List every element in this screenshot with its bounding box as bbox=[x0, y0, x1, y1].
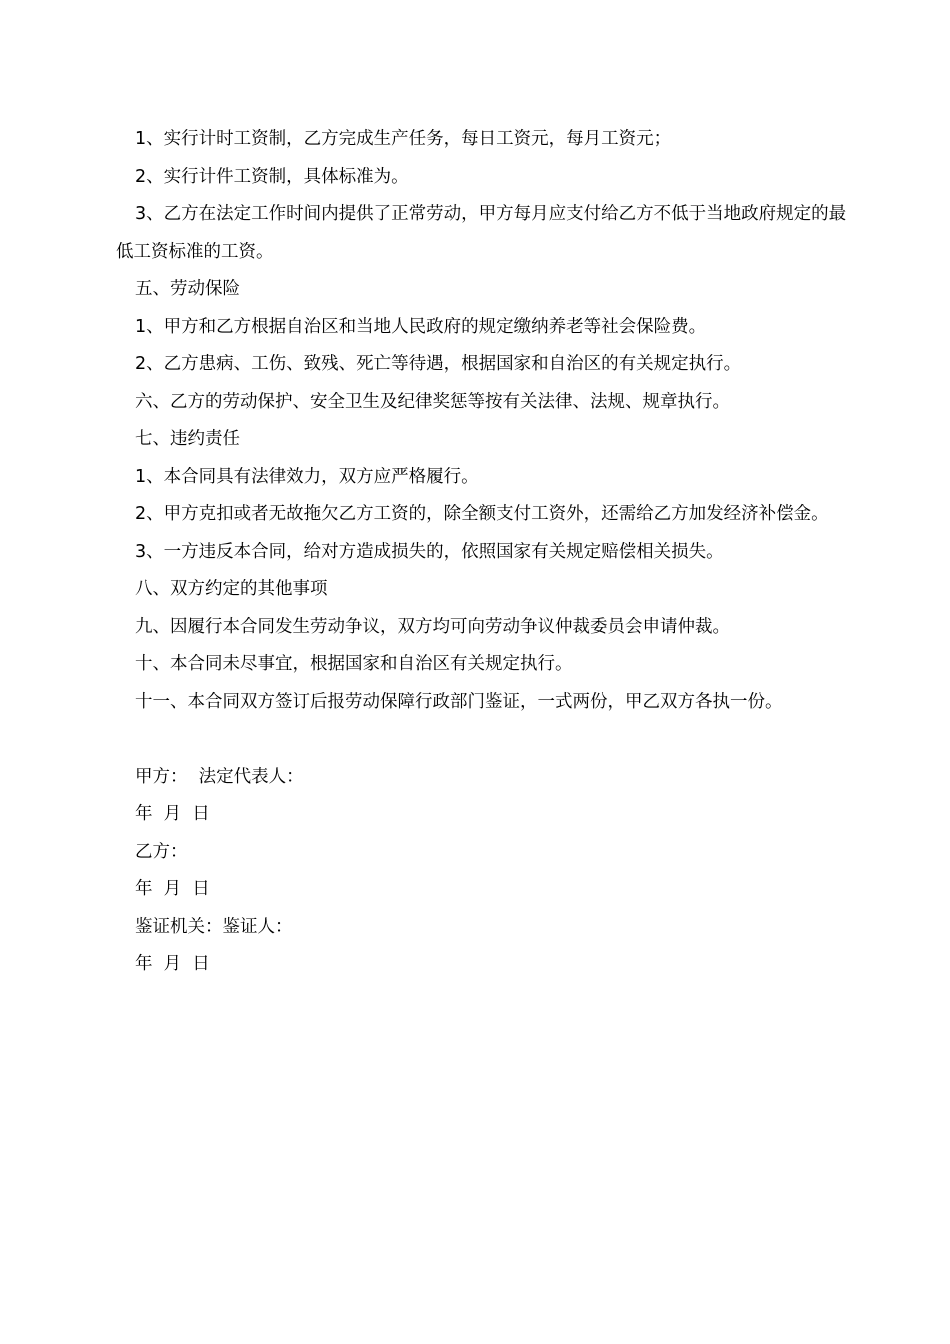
section-protection: 六、乙方的劳动保护、安全卫生及纪律奖惩等按有关法律、法规、规章执行。 bbox=[135, 391, 730, 412]
section-heading-insurance: 五、劳动保险 bbox=[135, 279, 240, 299]
party-b-date: 年 月 日 bbox=[135, 879, 210, 899]
liability-clause-1: 1、本合同具有法律效力，双方应严格履行。 bbox=[135, 466, 479, 487]
party-a-signature: 甲方： 法定代表人： bbox=[135, 766, 304, 787]
wage-clause-1: 1、实行计时工资制，乙方完成生产任务，每日工资元，每月工资元； bbox=[135, 129, 672, 149]
party-b-signature: 乙方： bbox=[135, 841, 188, 862]
notary-date: 年 月 日 bbox=[135, 954, 210, 974]
signature-block bbox=[116, 759, 856, 984]
liability-clause-3: 3、一方违反本合同，给对方造成损失的，依照国家有关规定赔偿相关损失。 bbox=[135, 541, 724, 562]
wage-clause-3: 3、乙方在法定工作时间内提供了正常劳动，甲方每月应支付给乙方不低于当地政府规定的最低工资标准的工资。 bbox=[116, 204, 847, 262]
insurance-clause-1: 1、甲方和乙方根据自治区和当地人民政府的规定缴纳养老等社会保险费。 bbox=[135, 316, 707, 337]
section-unresolved-matters: 十、本合同未尽事宜，根据国家和自治区有关规定执行。 bbox=[135, 654, 573, 674]
blank-line bbox=[116, 721, 856, 759]
liability-clause-2: 2、甲方克扣或者无故拖欠乙方工资的，除全额支付工资外，还需给乙方加发经济补偿金。 bbox=[135, 504, 829, 524]
wage-clause-2: 2、实行计件工资制，具体标准为。 bbox=[135, 166, 409, 187]
insurance-clause-2: 2、乙方患病、工伤、致残、死亡等待遇，根据国家和自治区的有关规定执行。 bbox=[135, 354, 742, 374]
notary-signature: 鉴证机关：鉴证人： bbox=[135, 916, 293, 937]
contract-body bbox=[116, 121, 856, 984]
section-heading-other-matters: 八、双方约定的其他事项 bbox=[135, 579, 328, 599]
section-disputes: 九、因履行本合同发生劳动争议，双方均可向劳动争议仲裁委员会申请仲裁。 bbox=[135, 616, 730, 637]
section-heading-liability: 七、违约责任 bbox=[135, 429, 240, 449]
section-signing: 十一、本合同双方签订后报劳动保障行政部门鉴证，一式两份，甲乙双方各执一份。 bbox=[135, 691, 783, 712]
party-a-date: 年 月 日 bbox=[135, 804, 210, 824]
